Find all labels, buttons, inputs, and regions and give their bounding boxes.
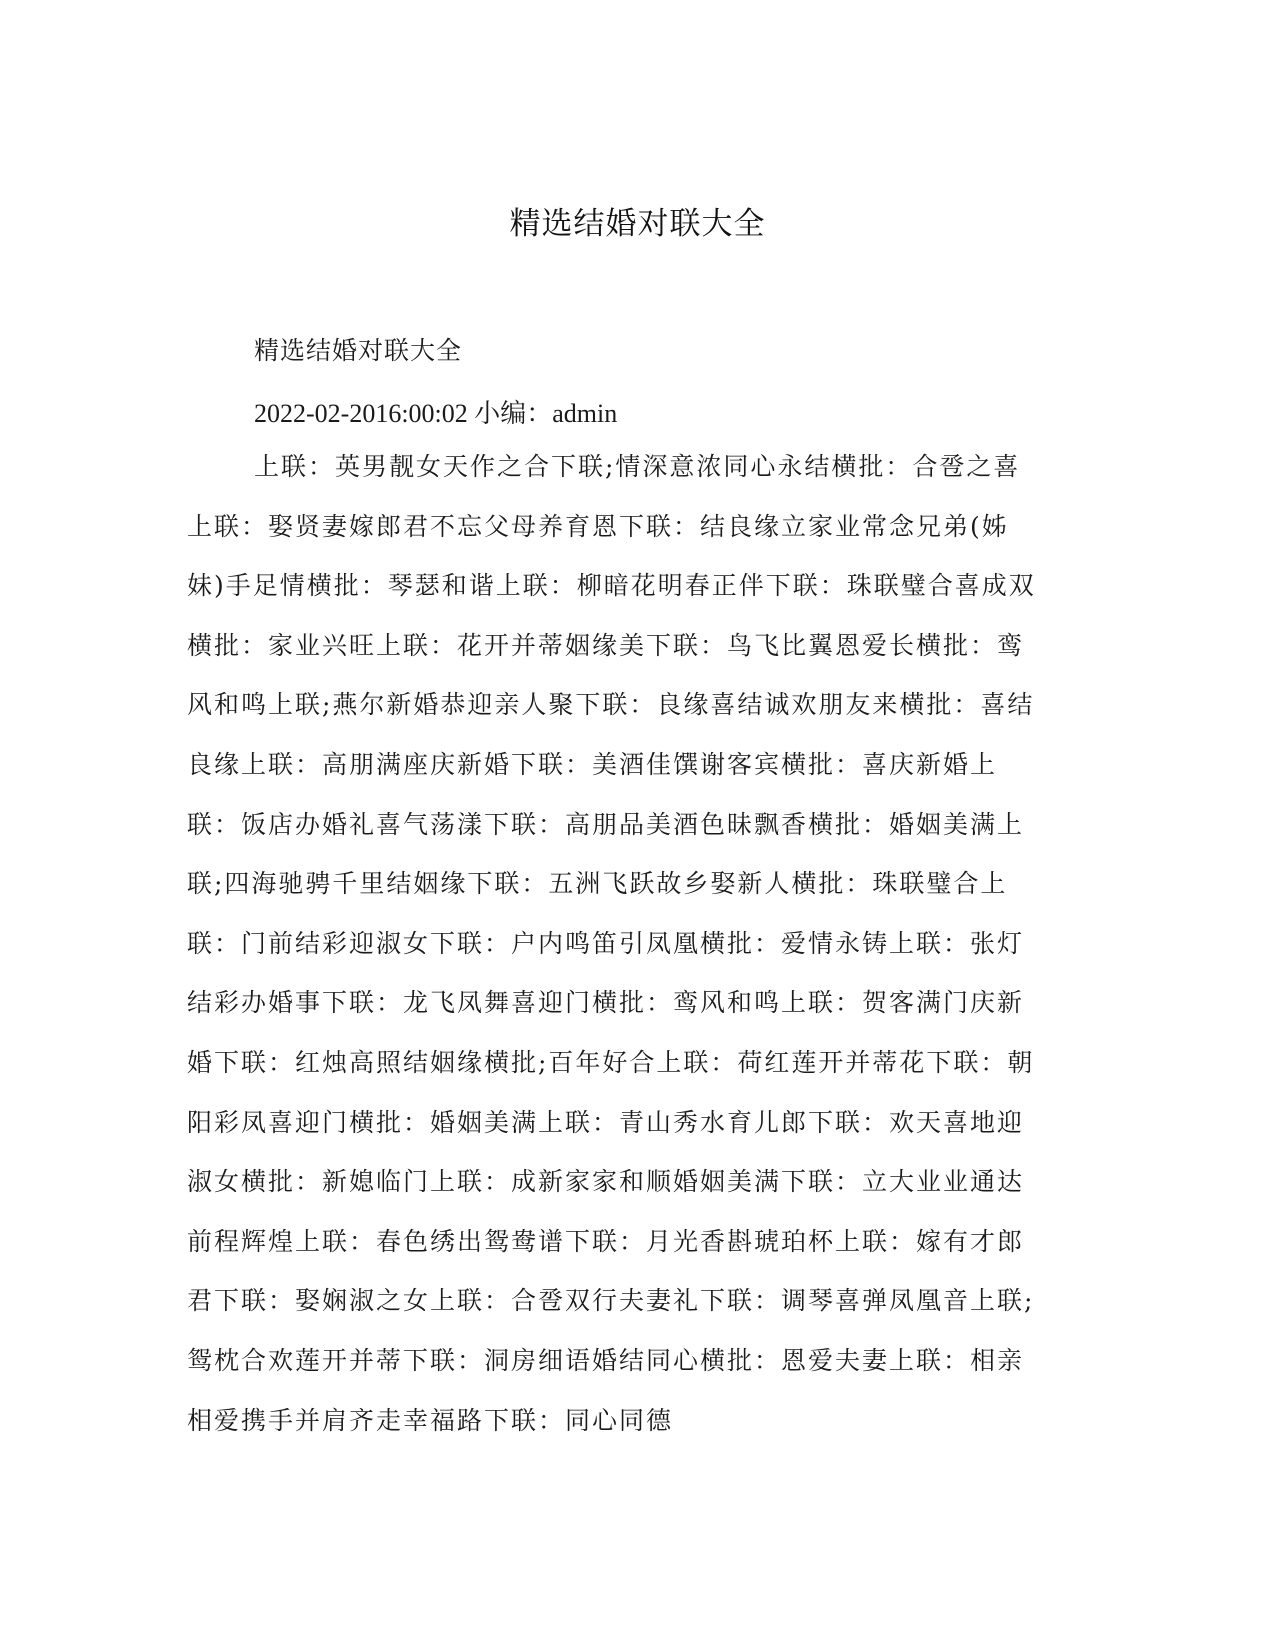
page-title: 精选结婚对联大全 <box>509 206 766 242</box>
article-heading: 精选结婚对联大全 <box>254 336 463 365</box>
article-body: 上联：英男靓女天作之合下联;情深意浓同心永结横批：合卺之喜上联：娶贤妻嫁郎君不忘父母养育恩下联：结良缘立家业常念兄弟(姊妹)手足情横批：琴瑟和谐上联：柳暗花明春正伴下联：珠联璧合喜成双横批：家业兴旺上联：花开并蒂姻缘美下联：鸟飞比翼恩爱长横批：鸾风和鸣上联;燕尔新婚恭迎亲人聚下联：良缘喜结诚欢朋友来横批：喜结良缘上联：高朋满座庆新婚下联：美酒佳馔谢客宾横批：喜庆新婚上联：饭店办婚礼喜气荡漾下联：高朋品美酒色昧飘香横批：婚姻美满上联;四海驰骋千里结姻缘下联：五洲飞跃故乡娶新人横批：珠联璧合上联：门前结彩迎淑女下联：户内鸣笛引凤凰横批：爱情永铸上联：张灯结彩办婚事下联：龙飞凤舞喜迎门横批：鸾风和鸣上联：贺客满门庆新婚下联：红烛高照结姻缘横批;百年好合上联：荷红莲开并蒂花下联：朝阳彩凤喜迎门横批：婚姻美满上联：青山秀水育儿郎下联：欢天喜地迎淑女横批：新媳临门上联：成新家家和顺婚姻美满下联：立大业业通达前程辉煌上联：春色绣出鸳鸯谱下联：月光香斟琥珀杯上联：嫁有才郎君下联：娶娴淑之女上联：合卺双行夫妻礼下联：调琴喜弹凤凰音上联;鸳枕合欢莲开并蒂下联：洞房细语婚结同心横批：恩爱夫妻上联：相亲相爱携手并肩齐走幸福路下联：同心同德 <box>187 452 1036 1435</box>
article-meta: 2022-02-2016:00:02 小编：admin <box>254 399 618 428</box>
